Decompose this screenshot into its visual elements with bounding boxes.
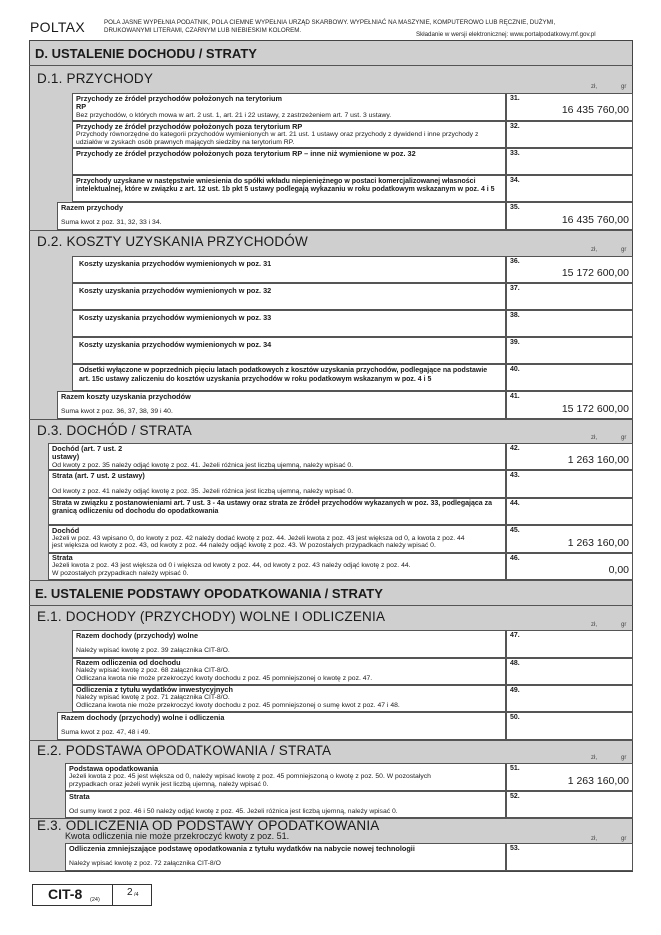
row-39-label: Koszty uzyskania przychodów wymienionych w poz. 34 [79, 340, 272, 349]
row-35 [57, 202, 506, 230]
field-44-num: 44. [510, 500, 520, 507]
field-53-num: 53. [510, 845, 520, 852]
row-40-label: Odsetki wyłączone w poprzednich pięciu latach podatkowych z kosztów uzyskania przychodów, podlegające na podstawie art. 15c ustawy zaliczeniu do kosztów uzyskania przychodów w roku podatkowym wskazanym w poz. 4 i 5 [79, 367, 488, 383]
section-e1-title: E.1. DOCHODY (PRZYCHODY) WOLNE I ODLICZENIA [37, 609, 386, 624]
currency-zl-e1: zł, [591, 622, 597, 628]
field-36[interactable] [506, 256, 633, 283]
row-34-label: Przychody uzyskane w następstwie wniesienia do spółki wkładu niepieniężnego w postaci komercjalizowanej własności intelektualnej, które w związku z art. 12 ust. 1b pkt 5 ustawy podlegają wykazaniu w roku podatkowym wskazanym w poz. 4 i 5 [76, 178, 495, 193]
row-32-label: Przychody ze źródeł przychodów położonych poza terytorium RP [76, 122, 303, 131]
field-31-num: 31. [510, 95, 520, 102]
row-49-label: Odliczenia z tytułu wydatków inwestycyjnych [76, 685, 233, 694]
row-43 [48, 470, 506, 498]
row-34 [72, 175, 506, 202]
field-31-value: 16 435 760,00 [561, 104, 629, 116]
row-47-desc: Należy wpisać kwotę z poz. 39 załącznika CIT-8/O. [76, 647, 230, 655]
field-43[interactable] [506, 470, 633, 498]
row-48 [72, 658, 506, 685]
field-38[interactable] [506, 310, 633, 337]
field-42-num: 42. [510, 445, 520, 452]
row-31-label2: RP [76, 102, 87, 112]
row-32 [72, 121, 506, 148]
field-51-num: 51. [510, 765, 520, 772]
field-49[interactable] [506, 685, 633, 712]
field-32-num: 32. [510, 123, 520, 130]
field-35-value: 16 435 760,00 [561, 214, 629, 226]
section-e-title: E. USTALENIE PODSTAWY OPODATKOWANIA / STRATY [35, 586, 383, 601]
section-e2-title: E.2. PODSTAWA OPODATKOWANIA / STRATA [37, 743, 332, 758]
currency-zl-d3: zł, [591, 435, 597, 441]
field-32[interactable] [506, 121, 633, 148]
field-45-num: 45. [510, 527, 520, 534]
row-50-label: Razem dochody (przychody) wolne i odliczenia [61, 713, 225, 722]
row-50 [57, 712, 506, 740]
page-total: /4 [134, 892, 139, 898]
row-38-label: Koszty uzyskania przychodów wymienionych w poz. 33 [79, 313, 272, 322]
row-45-desc: Jeżeli w poz. 43 wpisano 0, do kwoty z poz. 42 należy dodać kwotę z poz. 44. Jeżeli kwota z poz. 43 jest większa od 0, a kwota z poz. 44 [52, 535, 465, 543]
field-47[interactable] [506, 630, 633, 658]
row-47-label: Razem dochody (przychody) wolne [76, 631, 199, 640]
row-37-label: Koszty uzyskania przychodów wymienionych w poz. 32 [79, 286, 272, 295]
currency-zl-e3: zł, [591, 836, 597, 842]
field-48-num: 48. [510, 660, 520, 667]
field-31[interactable] [506, 93, 633, 121]
row-43-label: Strata (art. 7 ust. 2 ustawy) [52, 471, 145, 480]
row-51-desc: Jeżeli kwota z poz. 45 jest większa od 0, należy wpisać kwotę z poz. 45 pomniejszoną o kwotę z poz. 50. W pozostałych [69, 773, 431, 781]
row-42-desc: Od kwoty z poz. 35 należy odjąć kwotę z poz. 41. Jeżeli różnica jest liczbą ujemną, należy wpisać 0. [52, 461, 354, 469]
field-44[interactable] [506, 498, 633, 525]
row-48-desc2: Odliczana kwota nie może przekroczyć kwoty dochodu z poz. 45 pomniejszonej o kwotę z poz. 47. [76, 675, 373, 683]
row-49 [72, 685, 506, 712]
field-51[interactable] [506, 763, 633, 791]
field-41-num: 41. [510, 393, 520, 400]
field-43-num: 43. [510, 472, 520, 479]
currency-gr-e1: gr [621, 622, 627, 628]
field-46[interactable] [506, 553, 633, 580]
field-48[interactable] [506, 658, 633, 685]
field-41-value: 15 172 600,00 [561, 403, 629, 415]
currency-gr-e3: gr [621, 836, 627, 842]
electronic-note: Składanie w wersji elektronicznej: www.portalpodatkowy.mf.gov.pl [416, 31, 596, 38]
row-35-label: Razem przychody [61, 203, 124, 212]
row-31-label: Przychody ze źródeł przychodów położonych na terytorium [76, 94, 282, 103]
row-49-desc2: Odliczana kwota nie może przekroczyć kwoty dochodu z poz. 45 pomniejszonej o sumę kwot z poz. 47 i 48. [76, 702, 400, 710]
row-48-label: Razem odliczenia od dochodu [76, 658, 181, 667]
row-50-desc: Suma kwot z poz. 47, 48 i 49. [61, 729, 151, 737]
currency-gr: gr [621, 84, 627, 90]
section-e-header [29, 580, 633, 606]
field-37-num: 37. [510, 285, 520, 292]
field-40[interactable] [506, 364, 633, 391]
field-35-num: 35. [510, 204, 520, 211]
field-50[interactable] [506, 712, 633, 740]
row-42-label2: ustawy) [52, 452, 80, 462]
row-51-desc2: przypadkach oraz jeżeli wynik jest liczbą ujemną, należy wpisać 0. [69, 781, 269, 789]
footer-box [32, 884, 152, 906]
field-42-value: 1 263 160,00 [567, 454, 629, 466]
row-46-desc2: W pozostałych przypadkach należy wpisać 0. [52, 570, 189, 578]
currency-zl-d2: zł, [591, 247, 597, 253]
field-34[interactable] [506, 175, 633, 202]
section-d1-title: D.1. PRZYCHODY [37, 71, 154, 86]
row-52 [65, 791, 506, 818]
section-d3-title: D.3. DOCHÓD / STRATA [37, 423, 193, 438]
field-46-value: 0,00 [608, 564, 629, 576]
header-instructions-line1: POLA JASNE WYPEŁNIA PODATNIK, POLA CIEMNE WYPEŁNIA URZĄD SKARBOWY. WYPEŁNIAĆ NA MASZYNIE, KOMPUTEROWO LUB RĘCZNIE, DUŻYMI, [104, 19, 556, 26]
field-39[interactable] [506, 337, 633, 364]
field-39-num: 39. [510, 339, 520, 346]
field-45[interactable] [506, 525, 633, 553]
currency-zl: zł, [591, 84, 597, 90]
field-33-num: 33. [510, 150, 520, 157]
section-e2-divider [29, 740, 633, 741]
row-38 [72, 310, 506, 337]
row-52-label: Strata [69, 792, 90, 801]
row-36-label: Koszty uzyskania przychodów wymienionych w poz. 31 [79, 259, 272, 268]
row-48-desc: Należy wpisać kwotę z poz. 68 załącznika CIT-8/O. [76, 667, 230, 675]
section-d-header [29, 40, 633, 66]
field-33[interactable] [506, 148, 633, 175]
field-47-num: 47. [510, 632, 520, 639]
row-41 [57, 391, 506, 419]
row-44 [48, 498, 506, 525]
row-33-label: Przychody ze źródeł przychodów położonych poza terytorium RP – inne niż wymienione w poz. 32 [76, 149, 416, 158]
field-53[interactable] [506, 843, 633, 871]
row-44-label: Strata w związku z postanowieniami art. 7 ust. 3 - 4a ustawy oraz strata ze źródeł przychodów wykazanych w poz. 33, podlegająca za granicą odliczeniu od dochodu do opodatkowania [52, 500, 492, 515]
header-instructions-line2: DRUKOWANYMI LITERAMI, CZARNYM LUB NIEBIESKIM KOLOREM. [104, 26, 302, 34]
field-36-num: 36. [510, 258, 520, 265]
row-45-desc2: jest większa od kwoty z poz. 43, od kwoty z poz. 44 należy odjąć kwotę z poz. 43. W pozostałych przypadkach należy wpisać 0. [52, 542, 436, 550]
row-53-label: Odliczenia zmniejszające podstawę opodatkowania z tytułu wydatków na nabycie nowej technologii [69, 844, 415, 853]
row-46-desc: Jeżeli kwota z poz. 43 jest większa od 0 i większa od kwoty z poz. 44, od kwoty z poz. 43 należy odjąć kwotę z poz. 44. [52, 562, 411, 570]
field-50-num: 50. [510, 714, 520, 721]
row-42-label: Dochód (art. 7 ust. 2 [52, 444, 123, 453]
section-e3-title: E.3. ODLICZENIA OD PODSTAWY OPODATKOWANIA [37, 818, 380, 833]
field-52-num: 52. [510, 793, 520, 800]
section-d2-title: D.2. KOSZTY UZYSKANIA PRZYCHODÓW [37, 234, 308, 249]
row-49-desc: Należy wpisać kwotę z poz. 71 załącznika CIT-8/O. [76, 694, 230, 702]
field-42[interactable] [506, 443, 633, 470]
row-32-desc: Przychody równorzędne do kategorii przychodów wymienionych w art. 21 ust. 1 ustawy oraz przychody z dywidend i inne przychody z udziałów w zyskach osób prawnych mających siedziby na terytorium RP. [76, 131, 479, 147]
row-39 [72, 337, 506, 364]
section-d-title: D. USTALENIE DOCHODU / STRATY [35, 46, 257, 61]
row-53 [65, 843, 506, 871]
section-e3-subtitle: Kwota odliczenia nie może przekroczyć kwoty z poz. 51. [65, 831, 290, 841]
poltax-logo: POLTAX [30, 19, 85, 35]
row-43-desc: Od kwoty z poz. 41 należy odjąć kwotę z poz. 35. Jeżeli różnica jest liczbą ujemną, należy wpisać 0. [52, 488, 354, 496]
form-code: CIT-8 [48, 886, 83, 902]
row-31 [72, 93, 506, 121]
field-51-value: 1 263 160,00 [567, 775, 629, 787]
field-41[interactable] [506, 391, 633, 419]
footer-code-cell [33, 885, 113, 905]
row-47 [72, 630, 506, 658]
row-31-desc: Bez przychodów, o których mowa w art. 2 ust. 1, art. 21 i 22 ustawy, z zastrzeżeniem art. 7 ust. 3 ustawy. [76, 111, 392, 119]
field-35[interactable] [506, 202, 633, 230]
currency-zl-e2: zł, [591, 755, 597, 761]
field-37[interactable] [506, 283, 633, 310]
row-51-label: Podstawa opodatkowania [69, 764, 159, 773]
field-49-num: 49. [510, 687, 520, 694]
field-38-num: 38. [510, 312, 520, 319]
field-36-value: 15 172 600,00 [561, 267, 629, 279]
row-51 [65, 763, 506, 791]
currency-gr-d3: gr [621, 435, 627, 441]
page-number: 2 [127, 887, 133, 898]
row-46-label: Strata [52, 553, 73, 562]
row-35-desc: Suma kwot z poz. 31, 32, 33 i 34. [61, 219, 162, 227]
row-40 [72, 364, 506, 391]
row-42 [48, 443, 506, 470]
row-45 [48, 525, 506, 553]
row-46 [48, 553, 506, 580]
section-d3-divider [29, 419, 633, 420]
row-41-desc: Suma kwot z poz. 36, 37, 38, 39 i 40. [61, 408, 173, 416]
field-45-value: 1 263 160,00 [567, 537, 629, 549]
row-41-label: Razem koszty uzyskania przychodów [61, 392, 191, 401]
row-52-desc: Od sumy kwot z poz. 46 i 50 należy odjąć kwotę z poz. 45. Jeżeli różnica jest liczbą ujemną, należy wpisać 0. [69, 808, 398, 816]
row-33 [72, 148, 506, 175]
row-36 [72, 256, 506, 283]
section-d2-divider [29, 230, 633, 231]
currency-gr-d2: gr [621, 247, 627, 253]
form-version: (24) [90, 897, 100, 903]
field-40-num: 40. [510, 366, 520, 373]
row-37 [72, 283, 506, 310]
field-34-num: 34. [510, 177, 520, 184]
row-53-desc: Należy wpisać kwotę z poz. 72 załącznika CIT-8/O [69, 860, 221, 868]
field-46-num: 46. [510, 555, 520, 562]
row-45-label: Dochód [52, 526, 80, 535]
field-52[interactable] [506, 791, 633, 818]
currency-gr-e2: gr [621, 755, 627, 761]
